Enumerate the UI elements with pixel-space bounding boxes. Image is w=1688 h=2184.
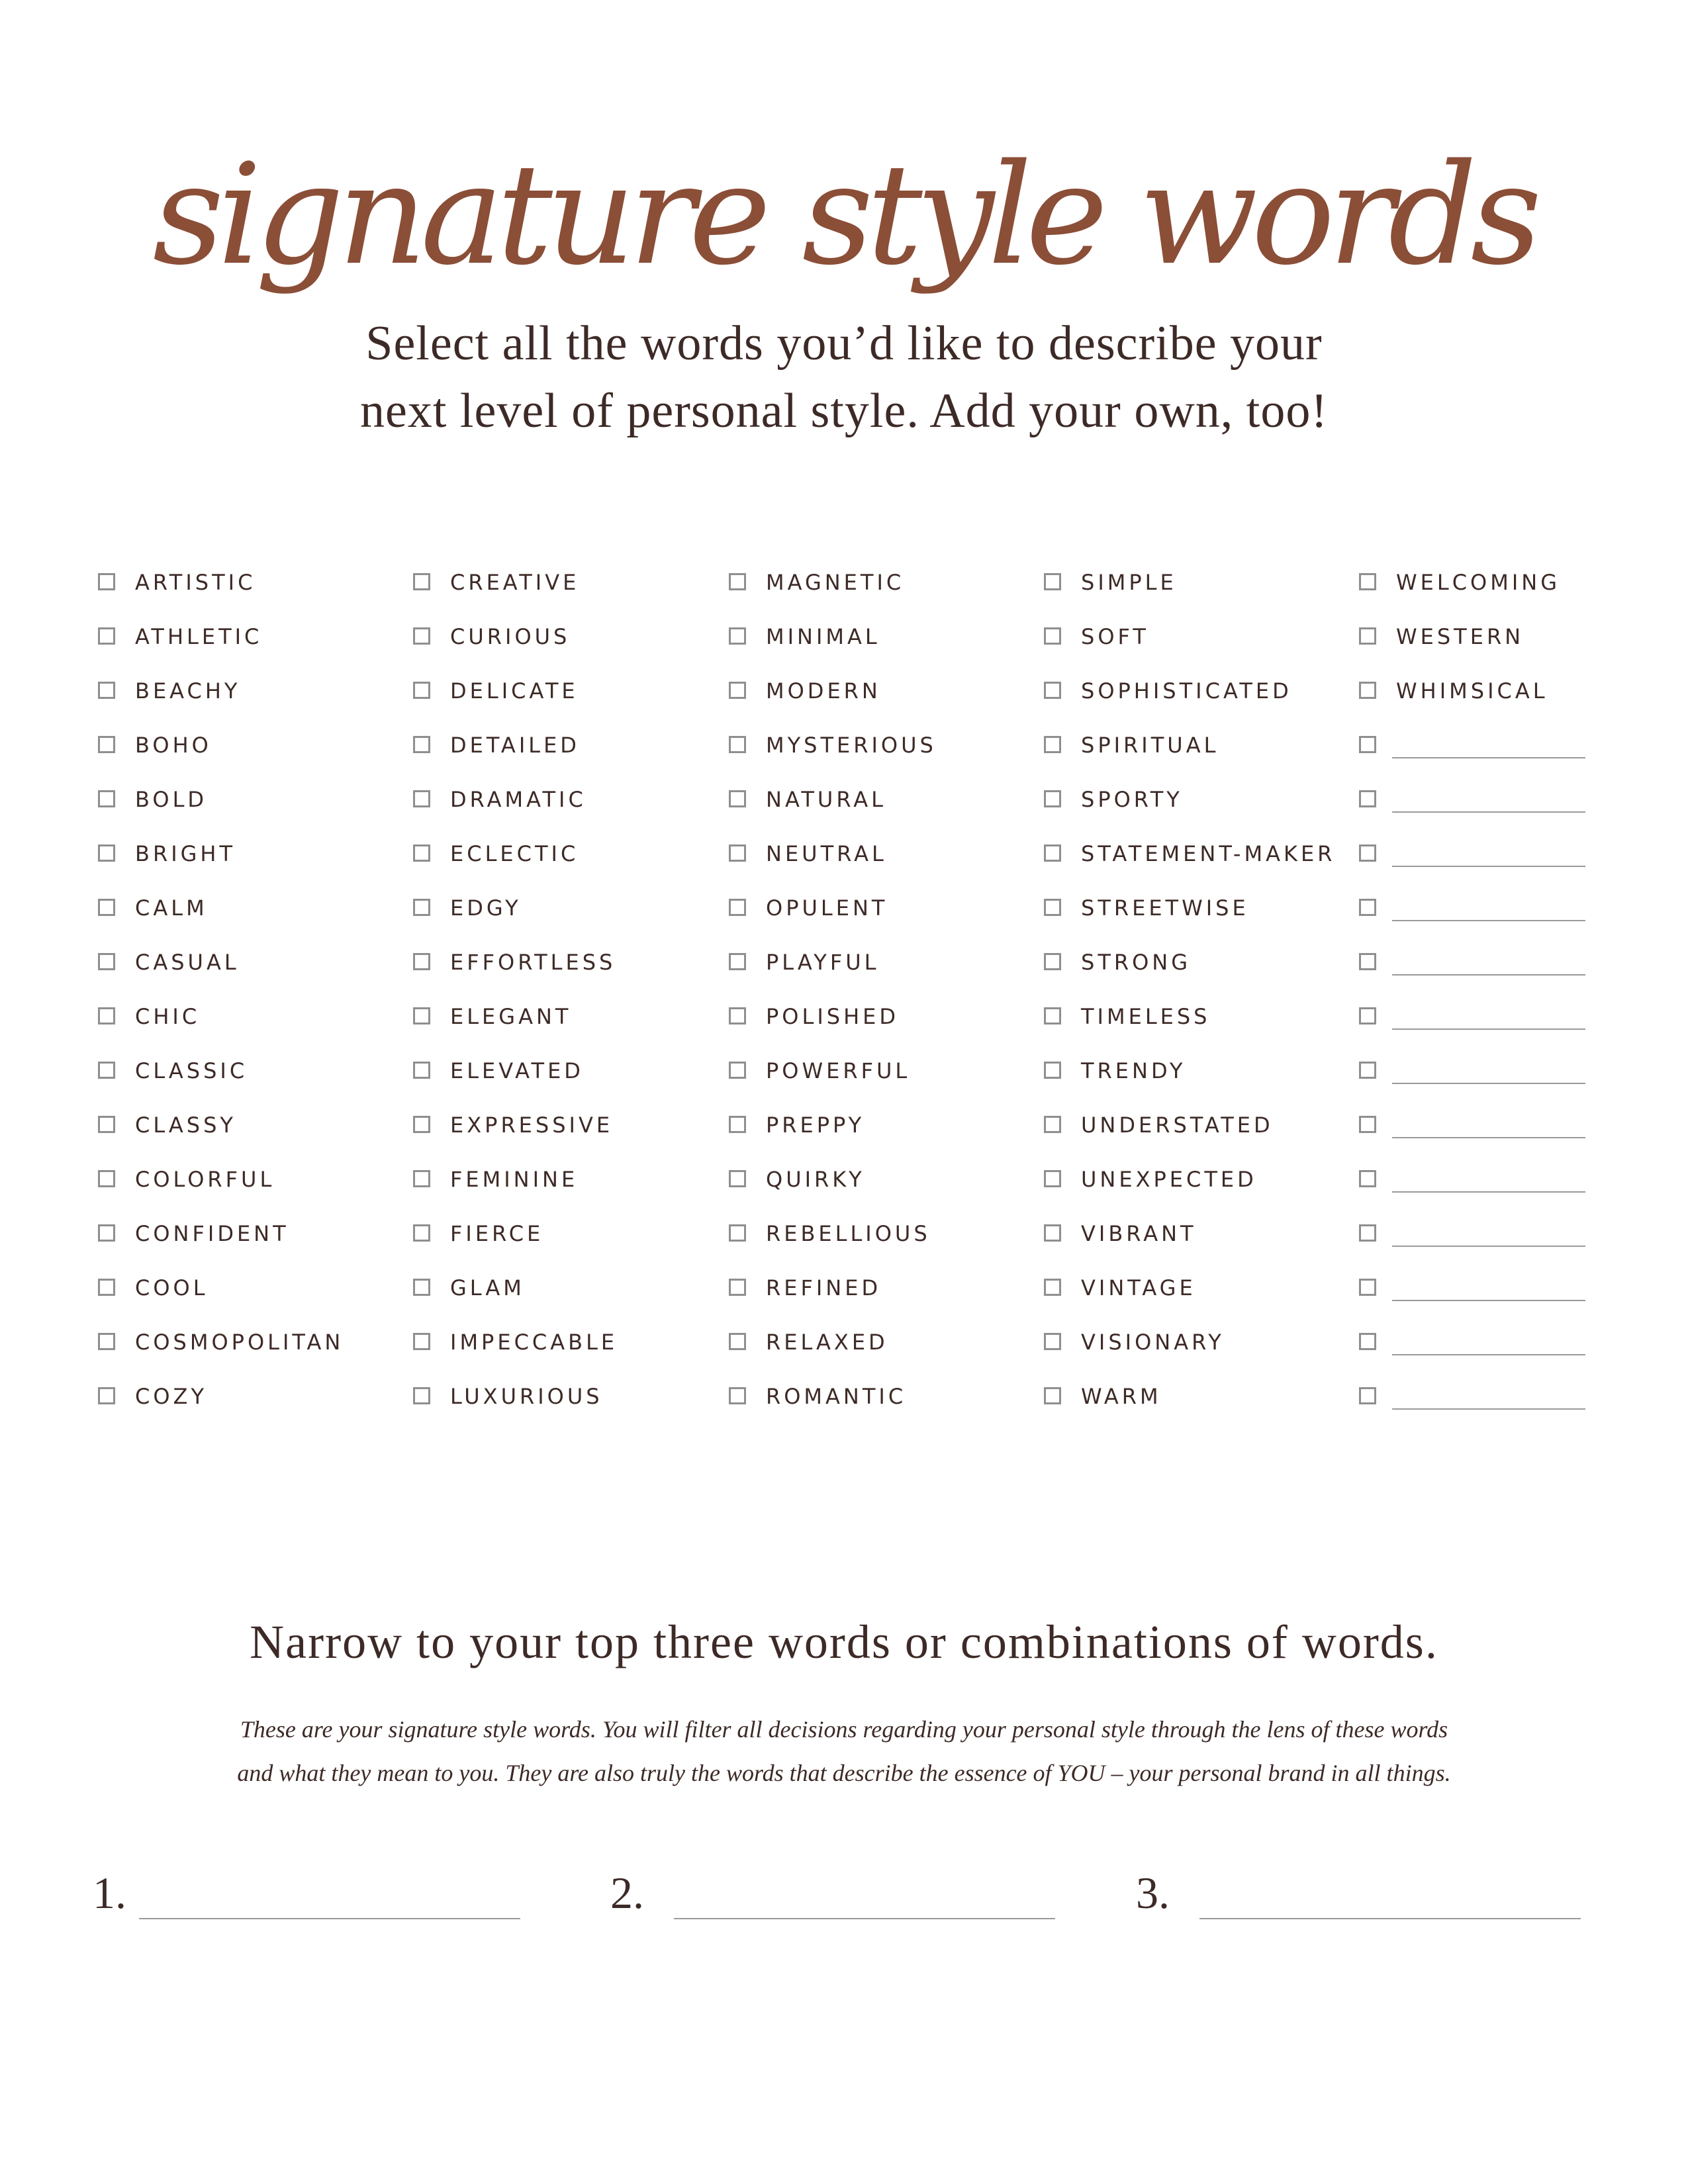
word-label: DRAMATIC <box>450 787 586 812</box>
checkbox[interactable] <box>98 627 115 645</box>
checkbox[interactable] <box>1044 899 1061 916</box>
word-label: BRIGHT <box>135 841 236 866</box>
custom-word-line[interactable] <box>1392 1083 1585 1084</box>
word-label: WHIMSICAL <box>1396 678 1548 704</box>
checkbox[interactable] <box>729 790 746 807</box>
checkbox[interactable] <box>98 1116 115 1133</box>
word-label: PREPPY <box>766 1113 865 1138</box>
checkbox[interactable] <box>98 1062 115 1079</box>
narrow-heading: Narrow to your top three words or combinations of words. <box>250 1615 1438 1668</box>
checkbox[interactable] <box>729 627 746 645</box>
checkbox[interactable] <box>1359 1387 1376 1404</box>
checkbox[interactable] <box>1044 573 1061 590</box>
checkbox[interactable] <box>1044 1062 1061 1079</box>
checkbox[interactable] <box>98 953 115 970</box>
checkbox[interactable] <box>1359 899 1376 916</box>
word-label: BOHO <box>135 733 212 758</box>
checkbox[interactable] <box>413 953 430 970</box>
checkbox[interactable] <box>413 1224 430 1242</box>
checkbox[interactable] <box>413 1170 430 1187</box>
checkbox[interactable] <box>729 1279 746 1296</box>
top-word-write-line[interactable] <box>674 1918 1055 1919</box>
checkbox[interactable] <box>98 736 115 753</box>
checkbox[interactable] <box>729 1170 746 1187</box>
checkbox[interactable] <box>729 736 746 753</box>
word-label: BOLD <box>135 787 208 812</box>
word-label: STREETWISE <box>1081 895 1249 921</box>
checkbox[interactable] <box>1044 1279 1061 1296</box>
checkbox[interactable] <box>1359 844 1376 862</box>
checkbox[interactable] <box>1044 627 1061 645</box>
checkbox[interactable] <box>1359 736 1376 753</box>
custom-word-line[interactable] <box>1392 811 1585 813</box>
checkbox[interactable] <box>413 1333 430 1350</box>
checkbox[interactable] <box>729 844 746 862</box>
word-label: MODERN <box>766 678 881 704</box>
word-label: SIMPLE <box>1081 570 1177 595</box>
word-label: WESTERN <box>1396 624 1524 649</box>
top-word-number: 3. <box>1136 1868 1170 1918</box>
narrow-note-line-1: These are your signature style words. You will filter all decisions regarding your personal style through the lens of these words <box>240 1716 1448 1743</box>
custom-word-line[interactable] <box>1392 1300 1585 1301</box>
word-label: WELCOMING <box>1396 570 1560 595</box>
word-label: COZY <box>135 1384 207 1409</box>
custom-word-line[interactable] <box>1392 757 1585 758</box>
checkbox[interactable] <box>413 627 430 645</box>
custom-word-line[interactable] <box>1392 1191 1585 1193</box>
instructions <box>0 310 1688 445</box>
checkbox[interactable] <box>1359 1116 1376 1133</box>
checkbox[interactable] <box>413 1279 430 1296</box>
checkbox[interactable] <box>729 1387 746 1404</box>
word-label: OPULENT <box>766 895 888 921</box>
word-label: ELEVATED <box>450 1058 584 1083</box>
word-label: ATHLETIC <box>135 624 263 649</box>
word-label: CASUAL <box>135 950 240 975</box>
checkbox[interactable] <box>1044 682 1061 699</box>
checkbox[interactable] <box>98 844 115 862</box>
top-word-number: 2. <box>610 1868 644 1918</box>
checkbox[interactable] <box>98 790 115 807</box>
checkbox[interactable] <box>1044 790 1061 807</box>
word-label: FEMININE <box>450 1167 579 1192</box>
checkbox[interactable] <box>1359 1170 1376 1187</box>
checkbox[interactable] <box>98 1279 115 1296</box>
checkbox[interactable] <box>413 1387 430 1404</box>
checkbox[interactable] <box>98 899 115 916</box>
word-label: CREATIVE <box>450 570 580 595</box>
word-label: MYSTERIOUS <box>766 733 937 758</box>
checkbox[interactable] <box>1359 1333 1376 1350</box>
word-label: EFFORTLESS <box>450 950 616 975</box>
checkbox[interactable] <box>729 1224 746 1242</box>
word-label: WARM <box>1081 1384 1162 1409</box>
checkbox[interactable] <box>413 790 430 807</box>
checkbox[interactable] <box>1359 790 1376 807</box>
word-label: DELICATE <box>450 678 579 704</box>
word-label: DETAILED <box>450 733 580 758</box>
checkbox[interactable] <box>729 1062 746 1079</box>
word-label: CHIC <box>135 1004 201 1029</box>
checkbox[interactable] <box>98 1387 115 1404</box>
custom-word-line[interactable] <box>1392 1028 1585 1030</box>
word-label: COOL <box>135 1275 209 1300</box>
checkbox[interactable] <box>1044 953 1061 970</box>
custom-word-line[interactable] <box>1392 1137 1585 1138</box>
checkbox[interactable] <box>413 573 430 590</box>
checkbox[interactable] <box>1359 682 1376 699</box>
word-label: SPIRITUAL <box>1081 733 1219 758</box>
checkbox[interactable] <box>1044 1224 1061 1242</box>
word-label: VISIONARY <box>1081 1330 1225 1355</box>
word-label: CLASSY <box>135 1113 236 1138</box>
word-label: REBELLIOUS <box>766 1221 931 1246</box>
top-word-write-line[interactable] <box>139 1918 520 1919</box>
word-label: VINTAGE <box>1081 1275 1196 1300</box>
custom-word-line[interactable] <box>1392 1408 1585 1410</box>
word-label: REFINED <box>766 1275 882 1300</box>
word-label: ELEGANT <box>450 1004 572 1029</box>
checkbox[interactable] <box>1359 1224 1376 1242</box>
word-label: VIBRANT <box>1081 1221 1197 1246</box>
word-label: FIERCE <box>450 1221 544 1246</box>
checkbox[interactable] <box>729 682 746 699</box>
checkbox[interactable] <box>98 1170 115 1187</box>
checkbox[interactable] <box>729 953 746 970</box>
checkbox[interactable] <box>98 1007 115 1024</box>
checkbox[interactable] <box>729 573 746 590</box>
checkbox[interactable] <box>729 1333 746 1350</box>
instructions-line-2: next level of personal style. Add your own, too! <box>360 384 1328 438</box>
custom-word-line[interactable] <box>1392 974 1585 976</box>
checkbox[interactable] <box>1044 1170 1061 1187</box>
checkbox[interactable] <box>413 736 430 753</box>
checkbox[interactable] <box>413 899 430 916</box>
word-label: NATURAL <box>766 787 886 812</box>
checkbox[interactable] <box>98 1333 115 1350</box>
checkbox[interactable] <box>729 1116 746 1133</box>
checkbox[interactable] <box>1044 1007 1061 1024</box>
word-label: NEUTRAL <box>766 841 887 866</box>
checkbox[interactable] <box>729 1007 746 1024</box>
checkbox[interactable] <box>1044 1116 1061 1133</box>
top-word-write-line[interactable] <box>1199 1918 1581 1919</box>
word-label: RELAXED <box>766 1330 888 1355</box>
checkbox[interactable] <box>729 899 746 916</box>
checkbox[interactable] <box>98 1224 115 1242</box>
word-label: SOPHISTICATED <box>1081 678 1292 704</box>
word-label: GLAM <box>450 1275 525 1300</box>
word-label: EXPRESSIVE <box>450 1113 614 1138</box>
word-label: COSMOPOLITAN <box>135 1330 344 1355</box>
page-title: signature style words <box>152 134 1536 296</box>
checkbox[interactable] <box>413 1116 430 1133</box>
word-label: TRENDY <box>1081 1058 1186 1083</box>
checkbox[interactable] <box>1359 1007 1376 1024</box>
word-label: CLASSIC <box>135 1058 248 1083</box>
checkbox[interactable] <box>1359 1062 1376 1079</box>
checkbox[interactable] <box>1044 1387 1061 1404</box>
checkbox[interactable] <box>1044 844 1061 862</box>
narrow-note-line-2: and what they mean to you. They are also truly the words that describe the essence of YOU – your personal brand in all things. <box>237 1760 1451 1786</box>
checkbox[interactable] <box>98 573 115 590</box>
checkbox[interactable] <box>1359 627 1376 645</box>
checkbox[interactable] <box>413 1007 430 1024</box>
checkbox[interactable] <box>98 682 115 699</box>
custom-word-line[interactable] <box>1392 866 1585 867</box>
checkbox[interactable] <box>1359 1279 1376 1296</box>
checkbox[interactable] <box>1044 1333 1061 1350</box>
word-label: MAGNETIC <box>766 570 905 595</box>
top-word-number: 1. <box>93 1868 126 1918</box>
word-label: MINIMAL <box>766 624 880 649</box>
checkbox[interactable] <box>413 1062 430 1079</box>
word-label: CONFIDENT <box>135 1221 289 1246</box>
word-label: COLORFUL <box>135 1167 275 1192</box>
word-label: LUXURIOUS <box>450 1384 603 1409</box>
narrow-note <box>0 1707 1688 1795</box>
word-label: ROMANTIC <box>766 1384 907 1409</box>
word-label: CURIOUS <box>450 624 571 649</box>
checkbox[interactable] <box>1044 736 1061 753</box>
word-label: SPORTY <box>1081 787 1183 812</box>
word-label: POWERFUL <box>766 1058 911 1083</box>
checkbox[interactable] <box>1359 573 1376 590</box>
checkbox[interactable] <box>413 844 430 862</box>
checkbox[interactable] <box>1359 953 1376 970</box>
custom-word-line[interactable] <box>1392 1246 1585 1247</box>
word-label: TIMELESS <box>1081 1004 1211 1029</box>
word-label: UNDERSTATED <box>1081 1113 1274 1138</box>
word-label: STATEMENT-MAKER <box>1081 841 1336 866</box>
word-label: BEACHY <box>135 678 241 704</box>
word-label: QUIRKY <box>766 1167 865 1192</box>
word-label: EDGY <box>450 895 522 921</box>
custom-word-line[interactable] <box>1392 920 1585 921</box>
word-label: PLAYFUL <box>766 950 880 975</box>
word-label: CALM <box>135 895 208 921</box>
word-label: STRONG <box>1081 950 1192 975</box>
word-label: SOFT <box>1081 624 1149 649</box>
instructions-line-1: Select all the words you’d like to describe your <box>365 316 1323 371</box>
word-label: UNEXPECTED <box>1081 1167 1257 1192</box>
word-label: IMPECCABLE <box>450 1330 618 1355</box>
custom-word-line[interactable] <box>1392 1354 1585 1355</box>
checkbox[interactable] <box>413 682 430 699</box>
word-label: ECLECTIC <box>450 841 579 866</box>
word-label: ARTISTIC <box>135 570 256 595</box>
word-label: POLISHED <box>766 1004 899 1029</box>
